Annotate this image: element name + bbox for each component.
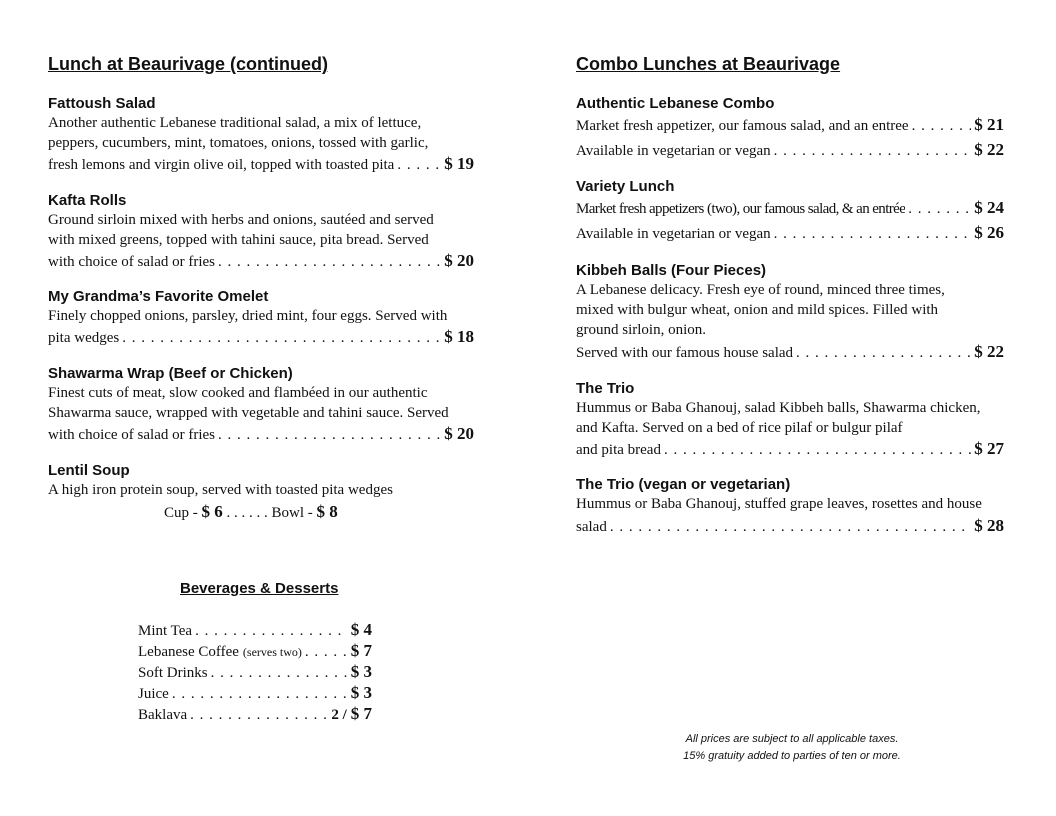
item-desc: A Lebanese delicacy. Fresh eye of round, minced three times, [576,282,945,298]
menu-item-kafta [48,192,474,273]
menu-item-shawarma [48,365,474,446]
price-line [576,514,1004,539]
item-name: Fattoush Salad [48,95,156,112]
beverage-price: $ 7 [350,641,372,660]
dot-leader [172,685,348,704]
item-name: Kibbeh Balls (Four Pieces) [576,262,767,279]
item-desc: mixed with bulgur wheat, onion and mild spices. Filled with [576,302,939,318]
beverage-name: Baklava [138,707,188,723]
cup-bowl-line [48,500,474,525]
item-price: $ 20 [444,424,474,443]
price-line [48,423,474,446]
beverages-heading: Beverages & Desserts [180,580,339,597]
menu-item-variety-lunch [576,178,1004,246]
item-desc: Finest cuts of meat, slow cooked and flambéed in our authentic [48,385,428,401]
item-price: $ 21 [974,115,1004,134]
item-desc: Finely chopped onions, parsley, dried mint, four eggs. Served with [48,308,448,324]
item-name: Shawarma Wrap (Beef or Chicken) [48,365,293,382]
dot-leader [912,115,972,138]
dot-leader: . . . . . . [226,505,268,521]
item-price: $ 22 [974,140,1004,159]
item-name: The Trio (vegan or vegetarian) [576,476,791,493]
item-price: $ 24 [974,198,1004,217]
menu-item-trio [576,380,1004,461]
price-lead: Available in vegetarian or vegan [576,226,771,242]
price-line [48,153,474,176]
dot-leader [774,223,972,246]
beverage-price: $ 3 [350,683,372,702]
cup-label: Cup - [164,505,198,521]
item-name: Kafta Rolls [48,192,127,209]
item-desc: peppers, cucumbers, mint, tomatoes, onions, tossed with garlic, [48,135,429,151]
bowl-label: Bowl - [271,505,313,521]
bowl-price: $ 8 [316,502,338,521]
beverage-price: $ 3 [350,662,372,681]
dot-leader [796,342,971,365]
tax-note: All prices are subject to all applicable taxes. [685,733,899,745]
beverage-row [138,662,372,683]
dot-leader [908,198,971,221]
item-desc: Hummus or Baba Ghanouj, salad Kibbeh balls, Shawarma chicken, [576,400,981,416]
dot-leader [664,440,971,461]
dot-leader [218,252,441,273]
item-desc: Another authentic Lebanese traditional salad, a mix of lettuce, [48,115,422,131]
item-name: Authentic Lebanese Combo [576,95,775,112]
beverage-name: Juice [138,686,169,702]
item-desc: and Kafta. Served on a bed of rice pilaf or bulgur pilaf [576,420,903,436]
menu-item-kibbeh-balls [576,262,1004,365]
item-price: $ 26 [974,223,1004,242]
beverage-row [138,620,372,641]
beverage-price: $ 7 [350,704,372,723]
price-lead: fresh lemons and virgin olive oil, topped with toasted pita [48,157,395,173]
right-heading: Combo Lunches at Beaurivage [576,54,841,74]
dot-leader [305,643,348,662]
item-desc: Hummus or Baba Ghanouj, stuffed grape leaves, rosettes and house [576,496,982,512]
beverage-name: Lebanese Coffee [138,644,239,660]
beverage-row [138,641,372,662]
dot-leader [190,706,328,725]
item-name: The Trio [576,380,635,397]
beverages-list [138,620,372,725]
menu-item-trio-vegan [576,476,1004,539]
price-lead: and pita bread [576,442,661,458]
price-lead: salad [576,519,607,535]
dot-leader [218,425,441,446]
dot-leader [774,140,972,163]
price-lead: pita wedges [48,330,120,346]
gratuity-note: 15% gratuity added to parties of ten or more. [683,750,901,762]
item-price: $ 20 [444,251,474,270]
beverage-name: Soft Drinks [138,665,208,681]
left-heading: Lunch at Beaurivage (continued) [48,54,329,74]
price-lead: with choice of salad or fries [48,254,216,270]
item-name: Variety Lunch [576,178,675,195]
item-price: $ 19 [444,154,474,173]
beverage-row [138,683,372,704]
price-line [576,340,1004,365]
dot-leader [122,328,441,349]
price-lead: Market fresh appetizer, our famous salad, and an entree [576,118,909,134]
cup-price: $ 6 [201,502,223,521]
price-lead: Market fresh appetizers (two), our famous salad, & an entrée [576,201,906,217]
beverage-price: $ 4 [350,620,372,639]
price-line [576,438,1004,461]
menu-item-fattoush [48,95,474,176]
item-desc: Shawarma sauce, wrapped with vegetable and tahini sauce. Served [48,405,449,421]
price-line [576,113,1004,138]
item-desc: ground sirloin, onion. [576,322,706,338]
beverage-price-prefix: 2 / [331,707,347,723]
item-price: $ 28 [974,516,1004,535]
menu-item-lentil [48,462,474,525]
item-price: $ 22 [974,342,1004,361]
item-price: $ 27 [974,439,1004,458]
footer-note [640,731,944,765]
price-lead: with choice of salad or fries [48,427,216,443]
beverage-name: Mint Tea [138,623,193,639]
price-lead: Served with our famous house salad [576,345,794,361]
dot-leader [195,622,348,641]
item-desc: Ground sirloin mixed with herbs and onions, sautéed and served [48,212,434,228]
item-name: My Grandma’s Favorite Omelet [48,288,269,305]
item-name: Lentil Soup [48,462,130,479]
price-line [576,196,1004,221]
item-desc: A high iron protein soup, served with toasted pita wedges [48,482,393,498]
price-lead: Available in vegetarian or vegan [576,143,771,159]
price-line [576,221,1004,246]
beverage-row [138,704,372,725]
price-line [48,326,474,349]
item-desc: with mixed greens, topped with tahini sauce, pita bread. Served [48,232,429,248]
dot-leader [610,516,971,539]
menu-item-authentic-combo [576,95,1004,163]
price-line [48,250,474,273]
item-price: $ 18 [444,327,474,346]
price-line [576,138,1004,163]
dot-leader [397,155,441,176]
beverage-note: (serves two) [242,645,302,659]
menu-item-omelet [48,288,474,349]
dot-leader [211,664,348,683]
